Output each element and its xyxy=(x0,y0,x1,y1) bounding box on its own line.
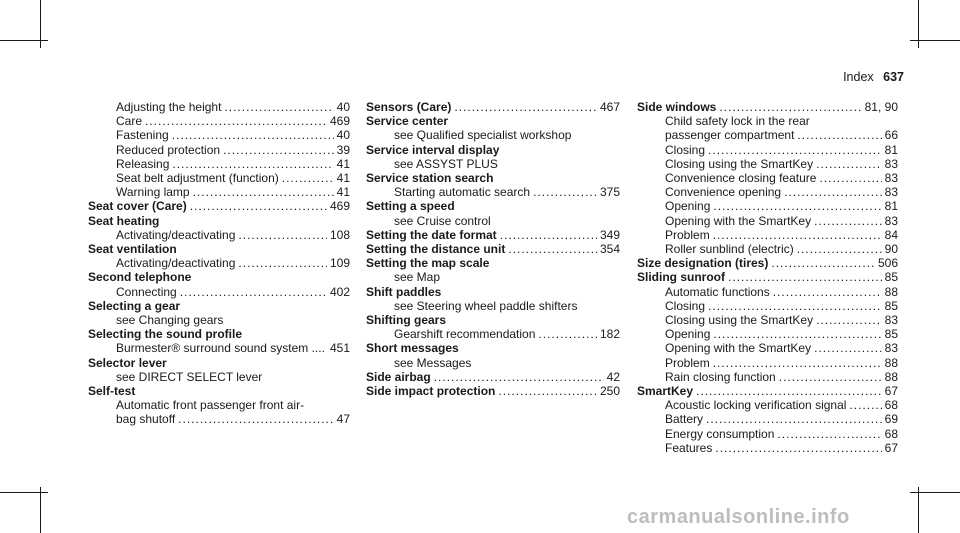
leader-dots xyxy=(145,114,327,128)
entry-text: Short messages xyxy=(366,341,459,356)
index-subentry xyxy=(366,327,620,341)
entry-text: Automatic front passenger front air- xyxy=(116,398,305,413)
index-subentry xyxy=(88,185,350,199)
index-subentry xyxy=(88,313,350,327)
leader-dots xyxy=(172,128,334,142)
index-subentry xyxy=(637,143,898,157)
index-heading xyxy=(88,299,350,313)
entry-text: Seat ventilation xyxy=(88,242,177,257)
index-heading xyxy=(366,256,620,270)
leader-dots xyxy=(814,341,882,355)
index-subentry xyxy=(88,341,350,355)
page-reference[interactable]: 83 xyxy=(884,156,898,171)
leader-dots xyxy=(533,185,597,199)
leader-dots xyxy=(282,171,334,185)
entry-text: see Map xyxy=(394,270,441,285)
watermark: carmanualsonline.info xyxy=(627,506,850,528)
page-reference[interactable]: 109 xyxy=(329,256,350,271)
entry-text: Problem xyxy=(665,227,710,242)
page-header xyxy=(843,70,904,84)
entry-text: Service station search xyxy=(366,171,494,186)
page-number: 637 xyxy=(883,70,904,84)
entry-text: Selecting the sound profile xyxy=(88,327,243,342)
entry-text: Service center xyxy=(366,114,449,129)
page-reference[interactable]: 68 xyxy=(884,398,898,413)
index-subentry xyxy=(637,341,898,355)
leader-dots xyxy=(713,327,881,341)
leader-dots xyxy=(238,228,327,242)
page-reference[interactable]: 88 xyxy=(884,369,898,384)
leader-dots xyxy=(696,384,882,398)
leader-dots xyxy=(849,398,881,412)
index-subentry xyxy=(637,299,898,313)
leader-dots xyxy=(771,256,875,270)
index-column-1 xyxy=(88,100,350,427)
index-subentry xyxy=(88,398,350,412)
entry-text: see Changing gears xyxy=(116,313,224,328)
page-reference[interactable]: 81 xyxy=(884,199,898,214)
entry-text: Gearshift recommendation xyxy=(394,327,536,342)
index-heading xyxy=(366,143,620,157)
entry-text: Energy consumption xyxy=(665,426,775,441)
index-subentry xyxy=(88,370,350,384)
entry-text: Automatic functions xyxy=(665,284,770,299)
entry-text: Sensors (Care) xyxy=(366,100,452,114)
leader-dots xyxy=(713,199,881,213)
index-subentry xyxy=(366,214,620,228)
entry-text: Child safety lock in the rear xyxy=(665,114,810,129)
leader-dots xyxy=(706,412,882,426)
leader-dots xyxy=(719,100,861,114)
entry-text: passenger compartment xyxy=(665,128,795,143)
index-heading xyxy=(366,370,620,384)
entry-text: Convenience opening xyxy=(665,185,782,200)
leader-dots xyxy=(223,143,334,157)
page-reference[interactable]: 83 xyxy=(884,313,898,328)
index-heading xyxy=(88,327,350,341)
leader-dots xyxy=(190,199,327,213)
index-subentry xyxy=(637,412,898,426)
entry-text: Shift paddles xyxy=(366,284,442,299)
index-heading xyxy=(366,100,620,114)
index-heading xyxy=(366,242,620,256)
index-subentry xyxy=(88,100,350,114)
leader-dots xyxy=(797,242,882,256)
index-heading xyxy=(88,242,350,256)
page-reference[interactable]: 66 xyxy=(884,128,898,143)
entry-text: Adjusting the height xyxy=(116,100,222,114)
index-subentry xyxy=(637,214,898,228)
page-reference[interactable]: 67 xyxy=(884,384,898,399)
entry-text: Shifting gears xyxy=(366,313,447,328)
index-subentry xyxy=(637,128,898,142)
index-heading xyxy=(88,356,350,370)
index-subentry xyxy=(637,242,898,256)
page-reference[interactable]: 40 xyxy=(336,100,350,114)
index-subentry xyxy=(637,313,898,327)
entry-text: Battery xyxy=(665,412,704,427)
entry-text: Seat belt adjustment (function) xyxy=(116,171,279,186)
index-heading xyxy=(366,171,620,185)
entry-text: Service interval display xyxy=(366,142,500,157)
header-label: Index xyxy=(843,70,874,84)
page-reference[interactable]: 39 xyxy=(336,142,350,157)
leader-dots xyxy=(773,285,882,299)
page-reference[interactable]: 85 xyxy=(884,327,898,342)
entry-text: see Qualified specialist workshop xyxy=(394,128,572,143)
index-subentry xyxy=(88,171,350,185)
leader-dots xyxy=(172,157,333,171)
entry-text: Fastening xyxy=(116,128,169,143)
page-reference[interactable]: 41 xyxy=(336,171,350,186)
index-heading xyxy=(366,114,620,128)
index-subentry xyxy=(637,228,898,242)
page-reference[interactable]: 506 xyxy=(877,256,898,271)
entry-text: Rain closing function xyxy=(665,369,776,384)
leader-dots xyxy=(713,228,882,242)
index-subentry xyxy=(637,356,898,370)
page-reference[interactable]: 469 xyxy=(329,114,350,129)
index-subentry xyxy=(88,143,350,157)
entry-text: see DIRECT SELECT lever xyxy=(116,369,263,384)
page-reference[interactable]: 67 xyxy=(884,440,898,455)
leader-dots xyxy=(713,356,882,370)
page-reference[interactable]: 41 xyxy=(336,185,350,200)
leader-dots xyxy=(784,185,882,199)
index-subentry xyxy=(637,185,898,199)
leader-dots xyxy=(814,214,882,228)
index-subentry xyxy=(366,185,620,199)
entry-text: Self-test xyxy=(88,384,136,399)
index-heading xyxy=(637,100,898,114)
index-subentry xyxy=(637,157,898,171)
index-heading xyxy=(637,270,898,284)
entry-text: Connecting xyxy=(116,284,177,299)
page-reference[interactable]: 83 xyxy=(884,341,898,356)
entry-text: Opening xyxy=(665,199,711,214)
leader-dots xyxy=(708,299,882,313)
entry-text: Reduced protection xyxy=(116,142,221,157)
leader-dots xyxy=(779,370,882,384)
entry-text: Second telephone xyxy=(88,270,192,285)
entry-text: SmartKey xyxy=(637,384,694,399)
page-reference[interactable]: 469 xyxy=(329,199,350,214)
page-reference[interactable]: 451 xyxy=(329,341,350,356)
page-reference[interactable]: 81, 90 xyxy=(864,100,898,114)
index-subentry xyxy=(637,398,898,412)
page-reference[interactable]: 83 xyxy=(884,171,898,186)
index-heading xyxy=(637,384,898,398)
leader-dots xyxy=(454,100,597,114)
page-reference[interactable]: 69 xyxy=(884,412,898,427)
leader-dots xyxy=(193,185,334,199)
page-reference[interactable]: 85 xyxy=(884,270,898,285)
page-reference[interactable]: 47 xyxy=(336,412,350,427)
leader-dots xyxy=(816,157,882,171)
entry-text: Features xyxy=(665,440,713,455)
leader-dots xyxy=(178,412,333,426)
leader-dots xyxy=(816,313,882,327)
entry-text: see Cruise control xyxy=(394,213,491,228)
index-subentry xyxy=(366,270,620,284)
index-heading xyxy=(366,384,620,398)
page-reference[interactable]: 40 xyxy=(336,128,350,143)
index-subentry xyxy=(637,327,898,341)
index-heading xyxy=(366,199,620,213)
index-subentry xyxy=(637,285,898,299)
page-reference[interactable]: 90 xyxy=(884,242,898,257)
leader-dots xyxy=(508,242,597,256)
leader-dots xyxy=(708,143,882,157)
entry-text: Activating/deactivating xyxy=(116,256,236,271)
leader-dots xyxy=(715,441,881,455)
index-subentry xyxy=(637,171,898,185)
index-heading xyxy=(366,285,620,299)
leader-dots xyxy=(728,270,882,284)
leader-dots xyxy=(434,370,604,384)
index-heading xyxy=(88,384,350,398)
entry-text: Selecting a gear xyxy=(88,298,181,313)
entry-text: Seat cover (Care) xyxy=(88,199,187,214)
index-subentry xyxy=(637,114,898,128)
page-reference[interactable]: 375 xyxy=(599,185,620,200)
entry-text: Releasing xyxy=(116,156,170,171)
index-heading xyxy=(637,256,898,270)
entry-text: Setting the date format xyxy=(366,227,497,242)
index-subentry xyxy=(88,114,350,128)
page-reference[interactable]: 81 xyxy=(884,142,898,157)
entry-text: Setting the distance unit xyxy=(366,242,506,257)
index-heading xyxy=(366,228,620,242)
index-heading xyxy=(88,199,350,213)
page-reference[interactable]: 41 xyxy=(336,156,350,171)
entry-text: Closing xyxy=(665,142,706,157)
page-reference[interactable]: 349 xyxy=(599,227,620,242)
page-reference[interactable]: 84 xyxy=(884,227,898,242)
entry-text: Care xyxy=(116,114,143,129)
entry-text: see Messages xyxy=(394,355,472,370)
index-column-3 xyxy=(637,100,898,455)
page-reference[interactable]: 354 xyxy=(599,242,620,257)
index-subentry xyxy=(88,157,350,171)
index-subentry xyxy=(637,199,898,213)
leader-dots xyxy=(180,285,327,299)
index-subentry xyxy=(88,128,350,142)
index-heading xyxy=(88,214,350,228)
page-reference[interactable]: 83 xyxy=(884,185,898,200)
index-subentry xyxy=(366,356,620,370)
leader-dots xyxy=(777,427,881,441)
index-subentry xyxy=(366,157,620,171)
entry-text: Closing using the SmartKey xyxy=(665,313,814,328)
entry-text: bag shutoff xyxy=(116,412,176,427)
entry-text: Roller sunblind (electric) xyxy=(665,242,794,257)
index-subentry xyxy=(637,441,898,455)
entry-text: Problem xyxy=(665,355,710,370)
page-reference[interactable]: 402 xyxy=(329,284,350,299)
entry-text: Sliding sunroof xyxy=(637,270,725,285)
index-subentry xyxy=(366,128,620,142)
index-subentry xyxy=(637,427,898,441)
page-reference[interactable]: 250 xyxy=(599,384,620,399)
page-reference[interactable]: 83 xyxy=(884,213,898,228)
leader-dots xyxy=(797,128,881,142)
entry-text: Warning lamp xyxy=(116,185,190,200)
page-reference[interactable]: 88 xyxy=(884,355,898,370)
entry-text: Convenience closing feature xyxy=(665,171,817,186)
leader-dots xyxy=(819,171,881,185)
index-subentry xyxy=(366,299,620,313)
page-reference[interactable]: 108 xyxy=(329,227,350,242)
entry-text: Seat heating xyxy=(88,213,160,228)
entry-text: Side airbag xyxy=(366,369,431,384)
entry-text: Acoustic locking verification signal xyxy=(665,398,847,413)
index-heading xyxy=(366,341,620,355)
index-subentry xyxy=(88,256,350,270)
entry-text: Opening with the SmartKey xyxy=(665,341,812,356)
entry-text: Opening with the SmartKey xyxy=(665,213,812,228)
entry-text: Opening xyxy=(665,327,711,342)
leader-dots xyxy=(238,256,327,270)
leader-dots xyxy=(500,228,597,242)
entry-text: see ASSYST PLUS xyxy=(394,156,498,171)
page-reference[interactable]: 88 xyxy=(884,284,898,299)
index-column-2 xyxy=(366,100,620,398)
entry-text: Activating/deactivating xyxy=(116,227,236,242)
entry-text: Setting the map scale xyxy=(366,256,490,271)
index-subentry xyxy=(88,228,350,242)
leader-dots xyxy=(224,100,333,114)
entry-text: Side impact protection xyxy=(366,384,496,399)
page-reference[interactable]: 182 xyxy=(599,327,620,342)
leader-dots xyxy=(498,384,597,398)
entry-text: Closing xyxy=(665,298,706,313)
entry-text: Size designation (tires) xyxy=(637,256,769,271)
index-heading xyxy=(366,313,620,327)
index-subentry xyxy=(637,370,898,384)
entry-text: Setting a speed xyxy=(366,199,455,214)
page-reference[interactable]: 42 xyxy=(606,369,620,384)
leader-dots xyxy=(538,327,597,341)
index-heading xyxy=(88,270,350,284)
entry-text: Burmester® surround sound system .... xyxy=(116,341,325,356)
page-reference[interactable]: 85 xyxy=(884,298,898,313)
entry-text: Closing using the SmartKey xyxy=(665,156,814,171)
entry-text: Side windows xyxy=(637,100,717,114)
entry-text: Starting automatic search xyxy=(394,185,531,200)
index-subentry xyxy=(88,412,350,426)
entry-text: Selector lever xyxy=(88,355,167,370)
page-reference[interactable]: 68 xyxy=(884,426,898,441)
entry-text: see Steering wheel paddle shifters xyxy=(394,298,578,313)
page-reference[interactable]: 467 xyxy=(599,100,620,114)
index-subentry xyxy=(88,285,350,299)
